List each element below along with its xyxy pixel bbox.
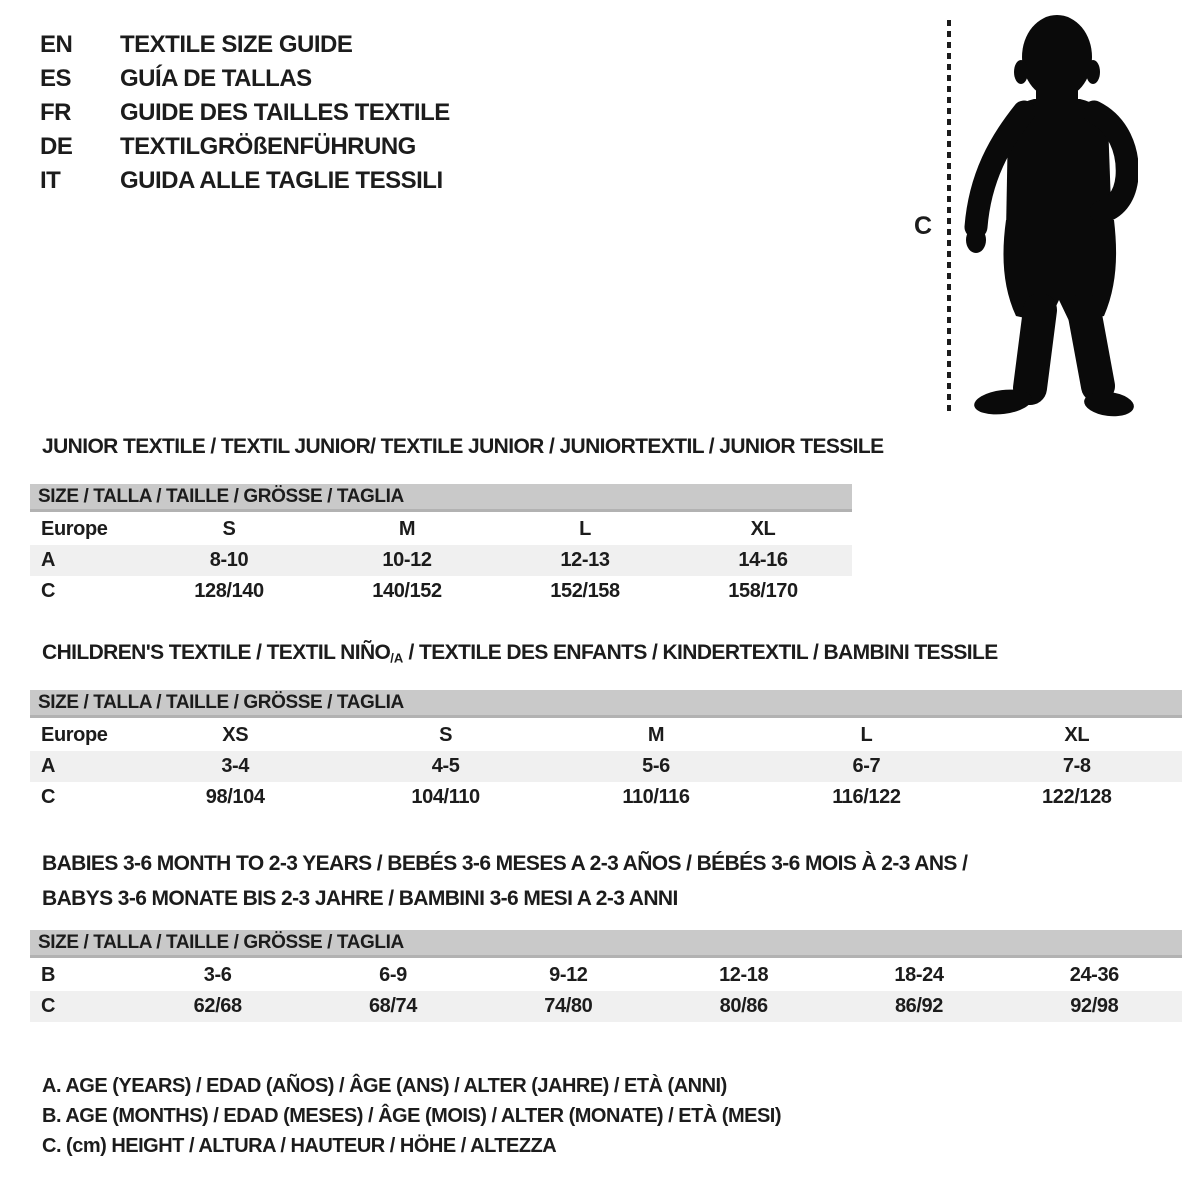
lang-code-fr: FR bbox=[40, 99, 71, 126]
region-label: Europe bbox=[41, 518, 108, 540]
size-col: L bbox=[579, 518, 591, 540]
size-col: S bbox=[222, 518, 236, 540]
children-title-subscript: /A bbox=[390, 650, 404, 666]
children-height-row bbox=[30, 782, 1182, 813]
row-label: B bbox=[41, 964, 56, 986]
age-value: 7-8 bbox=[1062, 755, 1091, 777]
row-label: C bbox=[41, 995, 56, 1017]
height-measure-label: C bbox=[914, 212, 932, 240]
age-value: 4-5 bbox=[431, 755, 460, 777]
babies-title-line2: BABYS 3-6 MONATE BIS 2-3 JAHRE / BAMBINI 3-6 MESI A 2-3 ANNI bbox=[42, 887, 678, 910]
junior-height-row bbox=[30, 576, 852, 607]
height-dashed-line-icon bbox=[947, 20, 951, 416]
size-col: L bbox=[860, 724, 873, 746]
row-label: C bbox=[41, 786, 56, 808]
children-section-title bbox=[42, 641, 998, 665]
guide-title-fr: GUIDE DES TAILLES TEXTILE bbox=[120, 99, 450, 126]
height-value: 86/92 bbox=[894, 995, 944, 1017]
region-label: Europe bbox=[41, 724, 108, 746]
size-col: XL bbox=[1064, 724, 1090, 746]
months-value: 9-12 bbox=[549, 964, 588, 986]
size-col: XS bbox=[222, 724, 249, 746]
height-value: 122/128 bbox=[1042, 786, 1112, 808]
babies-size-header-bar: SIZE / TALLA / TAILLE / GRÖSSE / TAGLIA bbox=[30, 930, 1182, 958]
height-value: 80/86 bbox=[719, 995, 768, 1017]
lang-row-en bbox=[40, 28, 450, 62]
children-title-part2: / TEXTILE DES ENFANTS / KINDERTEXTIL / BAMBINI TESSILE bbox=[403, 641, 998, 664]
guide-title-en: TEXTILE SIZE GUIDE bbox=[120, 31, 353, 58]
size-col: XL bbox=[750, 518, 776, 540]
babies-title-line1: BABIES 3-6 MONTH TO 2-3 YEARS / BEBÉS 3-6 MESES A 2-3 AÑOS / BÉBÉS 3-6 MOIS À 2-3 ANS / bbox=[42, 852, 968, 875]
months-value: 6-9 bbox=[379, 964, 407, 986]
lang-code-en: EN bbox=[40, 31, 73, 58]
height-value: 140/152 bbox=[372, 580, 442, 602]
babies-size-table bbox=[30, 930, 1182, 1022]
months-value: 12-18 bbox=[719, 964, 769, 986]
junior-size-table bbox=[30, 484, 852, 607]
junior-columns-row bbox=[30, 514, 852, 545]
lang-row-fr bbox=[40, 96, 450, 130]
junior-age-row bbox=[30, 545, 852, 576]
row-label: A bbox=[41, 549, 56, 571]
age-value: 5-6 bbox=[642, 755, 670, 777]
babies-months-row bbox=[30, 960, 1182, 991]
height-value: 110/116 bbox=[622, 786, 690, 808]
lang-code-it: IT bbox=[40, 167, 61, 194]
age-value: 6-7 bbox=[852, 755, 881, 777]
height-value: 98/104 bbox=[205, 786, 265, 808]
height-value: 68/74 bbox=[368, 995, 418, 1017]
measure-legend bbox=[42, 1071, 781, 1161]
lang-row-de bbox=[40, 130, 450, 164]
height-value: 74/80 bbox=[544, 995, 593, 1017]
months-value: 24-36 bbox=[1069, 964, 1119, 986]
toddler-silhouette-icon bbox=[962, 12, 1138, 418]
height-value: 62/68 bbox=[193, 995, 242, 1017]
children-title-part1: CHILDREN'S TEXTILE / TEXTIL NIÑO bbox=[42, 641, 391, 664]
months-value: 3-6 bbox=[203, 964, 232, 986]
age-value: 8-10 bbox=[209, 549, 249, 571]
size-col: M bbox=[647, 724, 665, 746]
height-value: 158/170 bbox=[728, 580, 798, 602]
age-value: 14-16 bbox=[738, 549, 788, 571]
lang-code-es: ES bbox=[40, 65, 72, 92]
age-value: 10-12 bbox=[382, 549, 432, 571]
height-value: 116/122 bbox=[832, 786, 901, 808]
babies-section-title bbox=[42, 846, 967, 916]
height-value: 128/140 bbox=[194, 580, 264, 602]
age-value: 12-13 bbox=[560, 549, 610, 571]
lang-row-it bbox=[40, 164, 450, 198]
legend-line-a: A. AGE (YEARS) / EDAD (AÑOS) / ÂGE (ANS) / ALTER (JAHRE) / ETÀ (ANNI) bbox=[42, 1075, 727, 1097]
months-value: 18-24 bbox=[894, 964, 944, 986]
size-col: M bbox=[398, 518, 416, 540]
language-title-list bbox=[40, 28, 450, 198]
legend-line-b: B. AGE (MONTHS) / EDAD (MESES) / ÂGE (MOIS) / ALTER (MONATE) / ETÀ (MESI) bbox=[42, 1105, 782, 1127]
height-value: 152/158 bbox=[550, 580, 620, 602]
babies-height-row bbox=[30, 991, 1182, 1022]
legend-line-c: C. (cm) HEIGHT / ALTURA / HAUTEUR / HÖHE / ALTEZZA bbox=[42, 1135, 557, 1157]
guide-title-it: GUIDA ALLE TAGLIE TESSILI bbox=[120, 167, 443, 194]
height-value: 92/98 bbox=[1070, 995, 1119, 1017]
guide-title-de: TEXTILGRÖßENFÜHRUNG bbox=[120, 133, 416, 160]
row-label: A bbox=[41, 755, 56, 777]
children-age-row bbox=[30, 751, 1182, 782]
children-columns-row bbox=[30, 720, 1182, 751]
children-size-table bbox=[30, 690, 1182, 813]
height-value: 104/110 bbox=[411, 786, 480, 808]
size-col: S bbox=[439, 724, 453, 746]
children-size-header-bar: SIZE / TALLA / TAILLE / GRÖSSE / TAGLIA bbox=[30, 690, 1182, 718]
lang-code-de: DE bbox=[40, 133, 73, 160]
junior-size-header-bar: SIZE / TALLA / TAILLE / GRÖSSE / TAGLIA bbox=[30, 484, 852, 512]
junior-section-title: JUNIOR TEXTILE / TEXTIL JUNIOR/ TEXTILE JUNIOR / JUNIORTEXTIL / JUNIOR TESSILE bbox=[42, 435, 884, 458]
guide-title-es: GUÍA DE TALLAS bbox=[120, 65, 312, 92]
lang-row-es bbox=[40, 62, 450, 96]
age-value: 3-4 bbox=[221, 755, 250, 777]
row-label: C bbox=[41, 580, 56, 602]
